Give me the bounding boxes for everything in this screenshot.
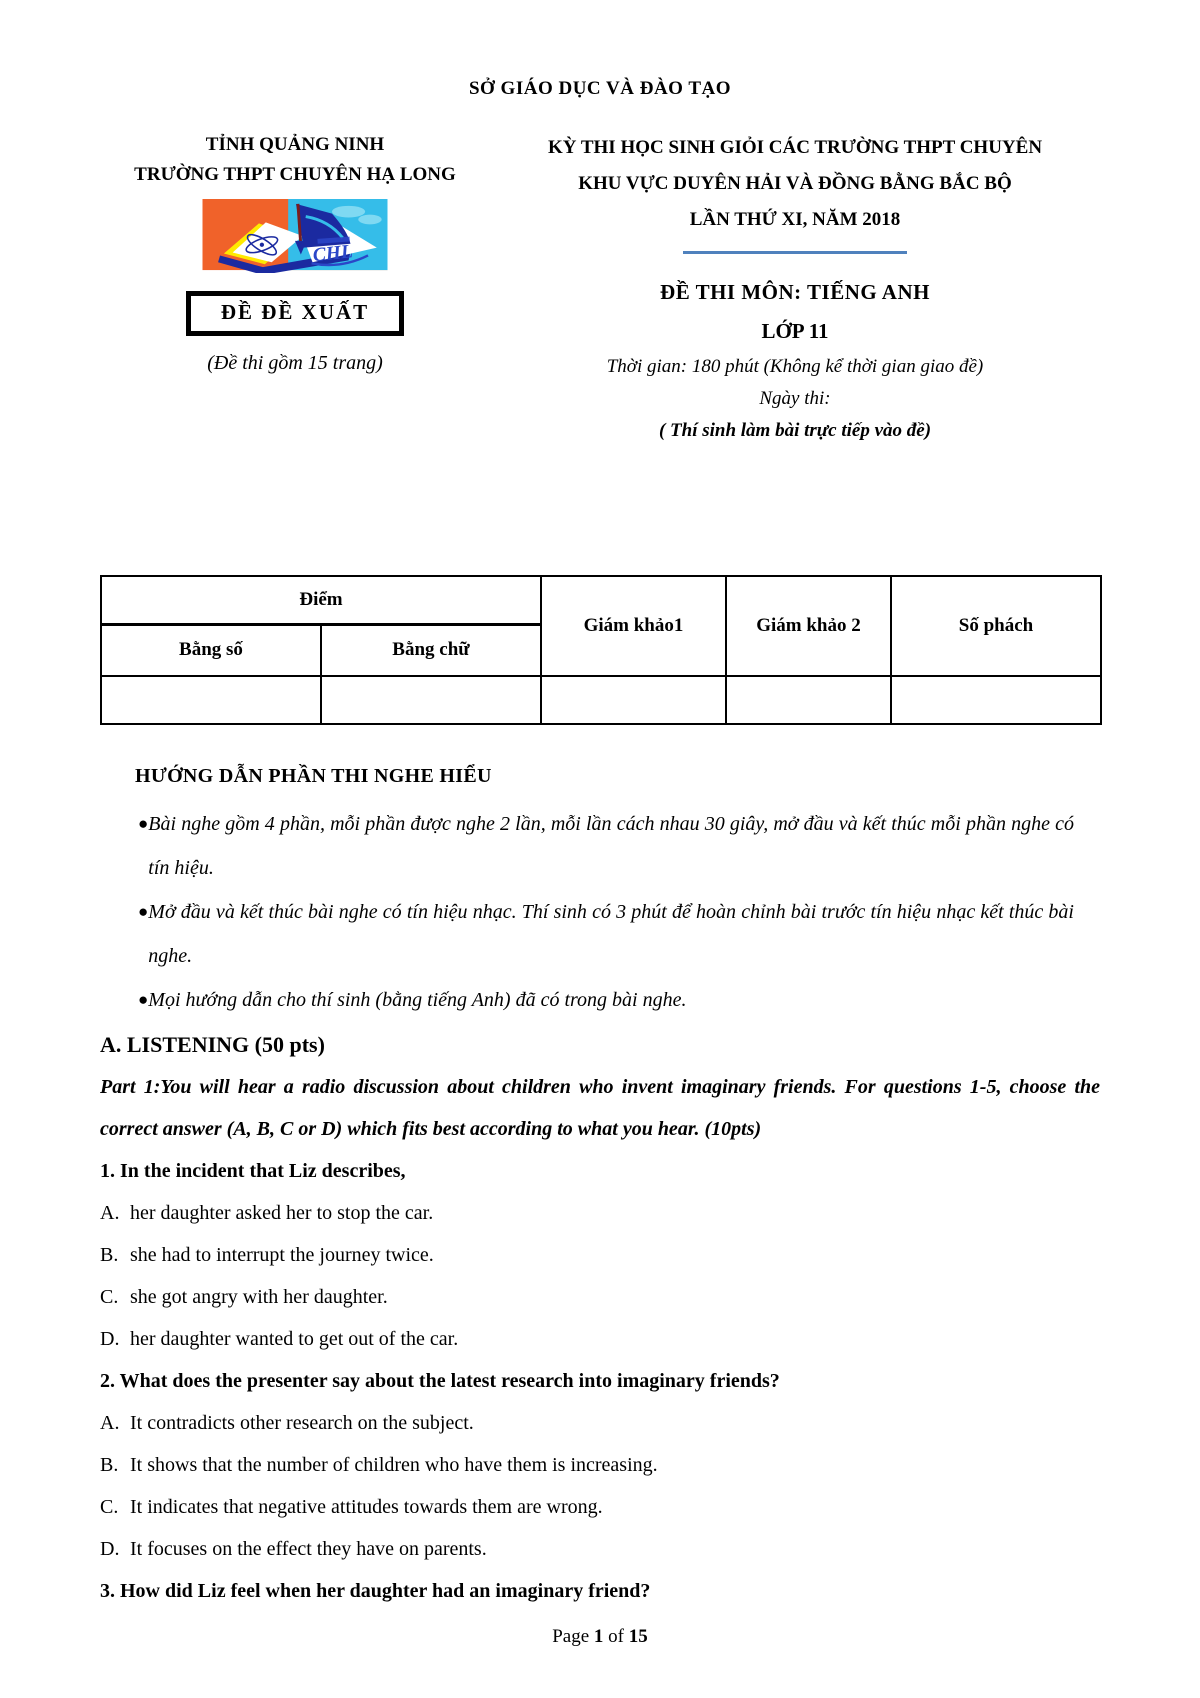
school-logo: [100, 199, 490, 278]
department-title: SỞ GIÁO DỤC VÀ ĐÀO TẠO: [468, 78, 732, 99]
header-right-column: [490, 130, 1100, 447]
score-by-number-blank-cell: [101, 676, 321, 724]
bullet-dot-icon: ●: [138, 902, 149, 921]
score-by-number-cell: Bằng số: [101, 624, 321, 676]
exam-date-line: Ngày thi:: [759, 388, 831, 409]
contest-title-line1: KỲ THI HỌC SINH GIỎI CÁC TRƯỜNG THPT CHUYÊN: [547, 137, 1043, 158]
header-left-column: [100, 130, 490, 447]
bullet-dot-icon: ●: [138, 814, 149, 833]
pages-note: (Đề thi gồm 15 trang): [207, 352, 383, 374]
question-3-stem: 3. How did Liz feel when her daughter had an imaginary friend?: [100, 1580, 651, 1602]
part1-instructions: Part 1:You will hear a radio discussion about children who invent imaginary friends. For questions 1-5, choose the correct answer (A, B, C or D) which fits best according to what you hear. (10pts): [100, 1076, 1100, 1140]
guide-bullet-2: ● Mở đầu và kết thúc bài nghe có tín hiệu nhạc. Thí sinh có 3 phút để hoàn chỉnh bài trước tín hiệu nhạc kết thúc bài nghe.: [100, 890, 1100, 978]
page-footer: [0, 1624, 1200, 1650]
examiner1-blank-cell: [541, 676, 726, 724]
subject-line: ĐỀ THI MÔN: TIẾNG ANH: [660, 280, 930, 304]
examiner2-blank-cell: [726, 676, 891, 724]
question-2-option-c: C. It indicates that negative attitudes towards them are wrong.: [100, 1496, 603, 1518]
school-logo-image: [202, 199, 388, 273]
question-1-option-c: C. she got angry with her daughter.: [100, 1286, 388, 1308]
grade-line: LỚP 11: [761, 319, 829, 343]
school-name: TRƯỜNG THPT CHUYÊN HẠ LONG: [134, 164, 456, 185]
proposal-box: ĐỀ ĐỀ XUẤT: [186, 291, 404, 336]
question-1-option-a: A. her daughter asked her to stop the car.: [100, 1202, 434, 1224]
footer-page-number: 1: [593, 1626, 604, 1647]
document-header: [100, 130, 1100, 447]
question-1-option-d: D. her daughter wanted to get out of the car.: [100, 1328, 459, 1350]
listening-guide-list: [100, 802, 1100, 1022]
question-2-option-d: D. It focuses on the effect they have on parents.: [100, 1538, 487, 1560]
question-2-option-a: A. It contradicts other research on the subject.: [100, 1412, 474, 1434]
footer-word-page: Page: [552, 1626, 590, 1647]
guide-bullet-3: ● Mọi hướng dẫn cho thí sinh (bằng tiếng Anh) đã có trong bài nghe.: [100, 978, 1100, 1022]
blue-divider-rule: [683, 251, 907, 254]
score-header-cell: Điểm: [101, 576, 541, 624]
footer-word-of: of: [608, 1626, 624, 1647]
contest-title-line3: LẦN THỨ XI, NĂM 2018: [689, 209, 901, 230]
question-1-option-b: B. she had to interrupt the journey twice.: [100, 1244, 434, 1266]
province-name: TỈNH QUẢNG NINH: [205, 134, 385, 155]
examiner2-header-cell: Giám khảo 2: [726, 576, 891, 676]
duration-line: Thời gian: 180 phút (Không kể thời gian giao đề): [606, 356, 984, 377]
question-2-option-b: B. It shows that the number of children who have them is increasing.: [100, 1454, 658, 1476]
section-a-title: A. LISTENING (50 pts): [100, 1032, 325, 1057]
listening-guide-title: HƯỚNG DẪN PHẦN THI NGHE HIỂU: [135, 765, 492, 787]
logo-letters: CHL: [311, 241, 354, 267]
code-number-header-cell: Số phách: [891, 576, 1101, 676]
footer-total-pages: 15: [628, 1626, 648, 1647]
examiner1-header-cell: Giám khảo1: [541, 576, 726, 676]
guide-bullet-1: ● Bài nghe gồm 4 phần, mỗi phần được nghe 2 lần, mỗi lần cách nhau 30 giây, mở đầu và kết thúc mỗi phần nghe có tín hiệu.: [100, 802, 1100, 890]
bullet-dot-icon: ●: [138, 990, 149, 1009]
question-1-stem: 1. In the incident that Liz describes,: [100, 1160, 406, 1182]
contest-title-line2: KHU VỰC DUYÊN HẢI VÀ ĐỒNG BẰNG BẮC BỘ: [578, 173, 1012, 194]
score-table: [100, 575, 1102, 725]
score-by-words-blank-cell: [321, 676, 541, 724]
question-2-stem: 2. What does the presenter say about the latest research into imaginary friends?: [100, 1370, 780, 1392]
candidate-note-line: ( Thí sinh làm bài trực tiếp vào đề): [658, 420, 932, 441]
code-number-blank-cell: [891, 676, 1101, 724]
score-by-words-cell: Bằng chữ: [321, 624, 541, 676]
